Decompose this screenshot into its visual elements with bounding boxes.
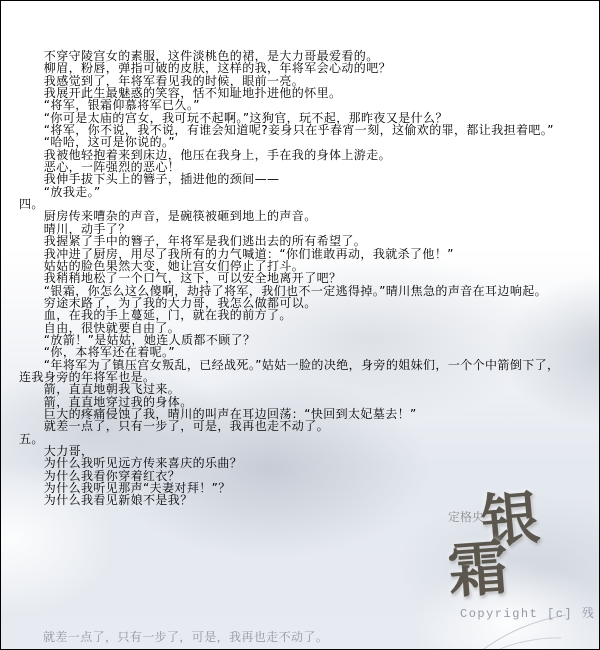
story-line: 不穿守陵宫女的素服，这件淡桃色的裙，是大力哥最爱看的。 — [19, 49, 379, 63]
story-line: “你可是太庙的宫女，我可玩不起啊。”这狗官，玩不起，那昨夜又是什么？ — [19, 110, 448, 125]
copyright-text: Copyright [c] 残 — [460, 607, 596, 621]
story-line: 我冲进了厨房，用尽了我所有的力气喊道：“你们谁敢再动，我就杀了他！” — [19, 246, 454, 261]
story-line: 姑姑的脸色果然大变，她让宫女们停止了打斗。 — [19, 258, 305, 273]
logo-calligraphy-char-yin: 银 — [478, 483, 543, 557]
logo-group-name: 定格央 — [448, 510, 485, 524]
story-line: 柳眉，粉唇，弹指可破的皮肤，这样的我，年将军会心动的吧？ — [19, 61, 392, 76]
story-line: 为什么我听见远方传来喜庆的乐曲？ — [19, 456, 243, 471]
story-footer-line: 就差一点了，只有一步了，可是，我再也走不动了。 — [43, 630, 329, 644]
story-line: 箭，直直地穿过我的身体。 — [19, 394, 193, 409]
story-line: “将军，银霜仰慕将军已久。” — [19, 98, 200, 113]
story-line: 就差一点了，只有一步了，可是，我再也走不动了。 — [19, 419, 330, 434]
story-line: “哈哈，这可是你说的。” — [19, 135, 176, 150]
story-line: 我展开此生最魅惑的笑容，恬不知耻地扑进他的怀里。 — [19, 86, 342, 101]
story-line: 恶心，一阵强烈的恶心！ — [19, 160, 181, 175]
story-line: 我握紧了手中的簪子，年将军是我们逃出去的所有希望了。 — [19, 234, 367, 249]
story-line: “放我走。” — [19, 184, 101, 199]
story-line: 厨房传来嘈杂的声音，是碗筷被砸到地上的声音。 — [19, 209, 317, 224]
story-line: 为什么我看见新娘不是我？ — [19, 493, 193, 508]
story-line: “年将军为了镇压宫女叛乱，已经战死。”姑姑一脸的决绝，身旁的姐妹们，一个个中箭倒下了， — [19, 357, 560, 372]
story-line: 大力哥， — [19, 444, 94, 458]
story-line: 四。 — [19, 197, 44, 212]
logo-calligraphy-char-shuang: 霜 — [445, 532, 511, 607]
story-line: 为什么我看你穿着红衣？ — [19, 468, 181, 483]
story-line: 我伸手拔下头上的簪子，插进他的颈间—— — [19, 172, 280, 187]
story-line: 五。 — [19, 431, 44, 446]
story-line: 我被他轻抱着来到床边，他压在我身上，手在我的身体上游走。 — [19, 147, 392, 162]
story-line: 为什么我听见那声“夫妻对拜！”？ — [19, 481, 231, 496]
story-line: 自由，很快就要自由了。 — [19, 320, 181, 335]
story-line: 我稍稍地松了一个口气，这下，可以安全地离开了吧？ — [19, 271, 342, 286]
story-line: 晴川，动手了？ — [19, 221, 131, 236]
grass-stem-decoration — [451, 593, 571, 650]
story-line: “将军，你不说，我不说，有谁会知道呢?妾身只在乎春宵一刻，这偷欢的罪，都让我担着吧。” — [19, 123, 554, 138]
story-line: “放箭！”是姑姑，她连人质都不顾了？ — [19, 332, 256, 347]
story-text — [19, 50, 597, 507]
story-line: “你，本将军还在着呢。” — [19, 345, 176, 360]
story-line: “银霜，你怎么这么傻啊，劫持了将军，我们也不一定逃得掉。”晴川焦急的声音在耳边响起。 — [19, 283, 548, 298]
story-line: 我感觉到了，年将军看见我的时候，眼前一亮。 — [19, 73, 305, 88]
story-line: 巨大的疼痛侵蚀了我，晴川的叫声在耳边回荡：“快回到太妃墓去！” — [19, 406, 417, 421]
story-line: 穷途末路了，为了我的大力哥，我怎么做都可以。 — [19, 295, 317, 310]
story-line: 血，在我的手上蔓延，门，就在我的前方了。 — [19, 308, 292, 323]
story-line: 连我身旁的年将军也是。 — [19, 369, 156, 384]
story-line: 箭，直直地朝我飞过来。 — [19, 382, 181, 397]
